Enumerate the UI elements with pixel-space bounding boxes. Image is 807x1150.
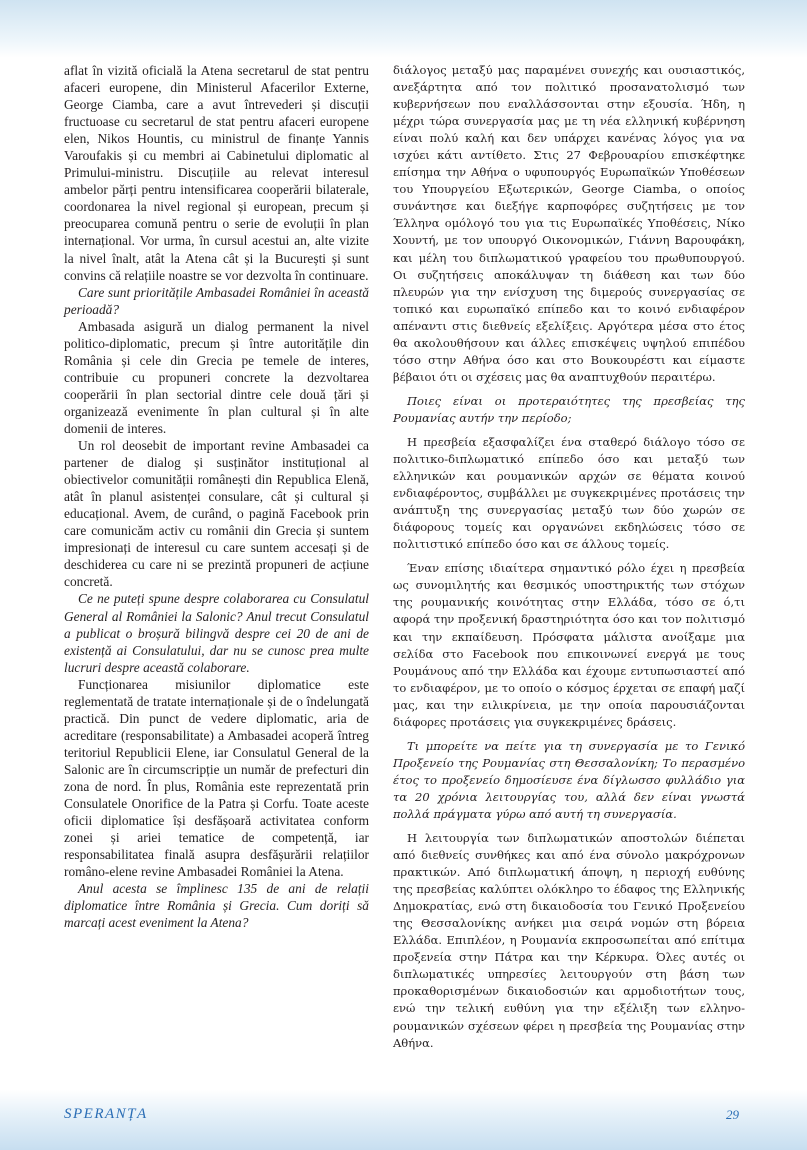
paragraph: Η λειτουργία των διπλωματικών αποστολών διέπεται από διεθνείς συνθήκες και από ένα σύνολο μακρόχρονων πρακτικών. Από διπλωματική άποψη, η περιοχή ευθύνης της πρεσβείας καλύπτει ολόκληρο το έδαφος της Ελληνικής Δημοκρατίας, ενώ στη δικαιοδοσία του Γενικό Προξενείου της Θεσσαλονίκης ανήκει μια σειρά νομών στη βόρεια Ελλάδα. Επιπλέον, η Ρουμανία εκπροσωπείται από επίτιμα προξενεία στην Πάτρα και την Κέρκυρα. Όλες αυτές οι διπλωματικές υπηρεσίες λειτουργούν στη βάση των προκαθορισμένων δικαιοδοσιών και αρμοδιοτήτων τους, ενώ την τελική ευθύνη για την εξέλιξη των ελληνο-ρουμανικών σχέσεων φέρει η πρεσβεία της Ρουμανίας στην Αθήνα. — [393, 831, 745, 1050]
paragraph: aflat în vizită oficială la Atena secretarul de stat pentru afaceri europene, din Ministerul Afacerilor Externe, George Ciamba, care a avut întrevederi și discuții fructuoase cu secretarul de stat pentru afaceri europene elen, Nikos Hountis, cu ministrul de finanțe Yannis Varoufakis și cu membri ai Cabinetului diplomatic al Primului-ministru. Discuțiile au relevat interesul ambelor părți pentru intensificarea cooperării bilaterale, coordonarea la nivel regional și european, precum și preocuparea comună pentru o serie de evoluții în plan internațional. Vor urma, în cursul acestui an, alte vizite la nivel înalt, atât la Atena cât și la București și sunt convins că relațiile noastre se vor dezvolta în continuare. — [64, 63, 369, 283]
paragraph: Ambasada asigură un dialog permanent la nivel politico-diplomatic, precum și între autoritățile din România și cele din Grecia pe temele de interes, contribuie cu propuneri concrete la dezvoltarea cooperării în plan sectorial dintre cele două țări și organizează evenimente în plan cultural și în alte domenii de interes. — [64, 318, 369, 436]
right-column-greek — [393, 62, 745, 1052]
header-band — [0, 0, 807, 58]
paragraph: Un rol deosebit de important revine Ambasadei ca partener de dialog și susținător instituțional al obiectivelor comunității românești din Republica Elenă, atât în planul asistenței consulare, cât și cultural și educațional. Avem, de curând, o pagină Facebook prin care comunicăm activ cu românii din Grecia și suntem impresionați de interesul cu care suntem accesați și de deschiderea cu care ni se prezintă propuneri de acțiune concretă. — [64, 438, 369, 590]
interview-question: Ποιες είναι οι προτεραιότητες της πρεσβείας της Ρουμανίας αυτήν την περίοδο; — [393, 393, 745, 425]
left-column-romanian — [64, 62, 369, 931]
interview-question: Anul acesta se împlinesc 135 de ani de relații diplomatice între România și Grecia. Cum doriți să marcați acest eveniment la Atena? — [64, 881, 369, 931]
paragraph: Funcționarea misiunilor diplomatice este reglementată de tratate internaționale și de o îndelungată practică. Din punct de vedere diplomatic, aria de acreditare (responsabilitate) a Ambasadei acoperă întreg teritoriul Republicii Elene, iar Consulatul General de la Salonic are în circumscripție un număr de prefecturi din zona de nord. În plus, România este reprezentată prin Consulatele Onorifice de la Patra și Corfu. Toate aceste oficii diplomatice își desfășoară activitatea conform zonei și ariei tematice de competență, iar responsabilitatea finală asupra desfășurării relațiilor româno-elene revine Ambasadei României la Atena. — [64, 676, 369, 880]
paragraph: Η πρεσβεία εξασφαλίζει ένα σταθερό διάλογο τόσο σε πολιτικο-διπλωματικό επίπεδο όσο και μεταξύ των ελληνικών και ρουμανικών αρχών σε θέματα κοινού ενδιαφέροντος, συμβάλλει με συγκεκριμένες προτάσεις την ανάπτυξη της συνεργασίας μεταξύ των δύο χωρών σε διάφορους τομείς και οργανώνει εκδηλώσεις τόσο σε πολιτιστικό επίπεδο όσο και σε άλλους τομείς. — [393, 434, 745, 552]
publication-name: SPERANȚA — [64, 1106, 148, 1122]
interview-question: Τι μπορείτε να πείτε για τη συνεργασία με το Γενικό Προξενείο της Ρουμανίας στη Θεσσαλονίκη; Το περασμένο έτος το προξενείο δημοσίευσε ένα δίγλωσσο φυλλάδιο για τα 20 χρόνια λειτουργίας του, αλλά δεν είναι γνωστά πολλά πράγματα γύρω από αυτή τη συνεργασία. — [393, 738, 745, 821]
paragraph: διάλογος μεταξύ μας παραμένει συνεχής και ουσιαστικός, ανεξάρτητα από τον πολιτικό προσανατολισμό των κυβερνήσεων που εναλλάσσονται στην εξουσία. Ήδη, η μέχρι τώρα συνεργασία μας με τη νέα ελληνική κυβέρνηση είναι πολύ καλή και δεν υπάρχει κανένας λόγος για να ισχύει κάτι αντίθετο. Στις 27 Φεβρουαρίου επισκέφτηκε επίσημα την Αθήνα ο υφυπουργός Ευρωπαϊκών Υποθέσεων του Υπουργείου Εξωτερικών, George Ciamba, ο οποίος συνάντησε και διεξήγε καρποφόρες συζητήσεις με τον Έλληνα ομόλογό του για τις Ευρωπαϊκές Υποθέσεις, Νίκο Χουντή, με τον υπουργό Οικονομικών, Γιάννη Βαρουφάκη, και μέλη του διπλωματικού γραφείου του πρωθυπουργού. Οι συζητήσεις αποκάλυψαν τη διάθεση και των δύο πλευρών για την ενίσχυση της διμερούς συνεργασίας σε τοπικό και ευρωπαϊκό επίπεδο και το κοινό ενδιαφέρον απέναντι στις διεθνείς εξελίξεις. Αργότερα μέσα στο έτος θα ακολουθήσουν και άλλες επισκέψεις υψηλού επιπέδου τόσο στην Αθήνα όσο και στο Βουκουρέστι και είμαστε βέβαιοι ότι οι σχέσεις μας θα αναπτυχθούν περαιτέρω. — [393, 63, 745, 384]
page-number: 29 — [726, 1107, 739, 1122]
interview-question: Care sunt prioritățile Ambasadei României în această perioadă? — [64, 284, 369, 317]
paragraph: Έναν επίσης ιδιαίτερα σημαντικό ρόλο έχει η πρεσβεία ως συνομιλητής και θεσμικός υποστηρικτής των στόχων της ρουμανικής κοινότητας στην Ελλάδα, τόσο σε ό,τι αφορά την προξενική δραστηριότητα όσο και τον πολιτισμό και την εκπαίδευση. Πρόσφατα μάλιστα ανοίξαμε μια σελίδα στο Facebook που επικοινωνεί ενεργά με τους Ρουμάνους από την Ελλάδα και έχουμε εντυπωσιαστεί από το ενδιαφέρον, με το οποίο ο κόσμος έρχεται σε επαφή μαζί μας, και την ειλικρίνεια, με την οποία παρουσιάζονται διάφορες προτάσεις για συγκεκριμένες δράσεις. — [393, 561, 745, 729]
interview-question: Ce ne puteți spune despre colaborarea cu Consulatul General al României la Salonic? Anul trecut Consulatul a publicat o broșură bilingvă despre cei 20 de ani de existență ai Consulatului, dar nu se cunosc prea multe lucruri despre această colaborare. — [64, 591, 369, 675]
